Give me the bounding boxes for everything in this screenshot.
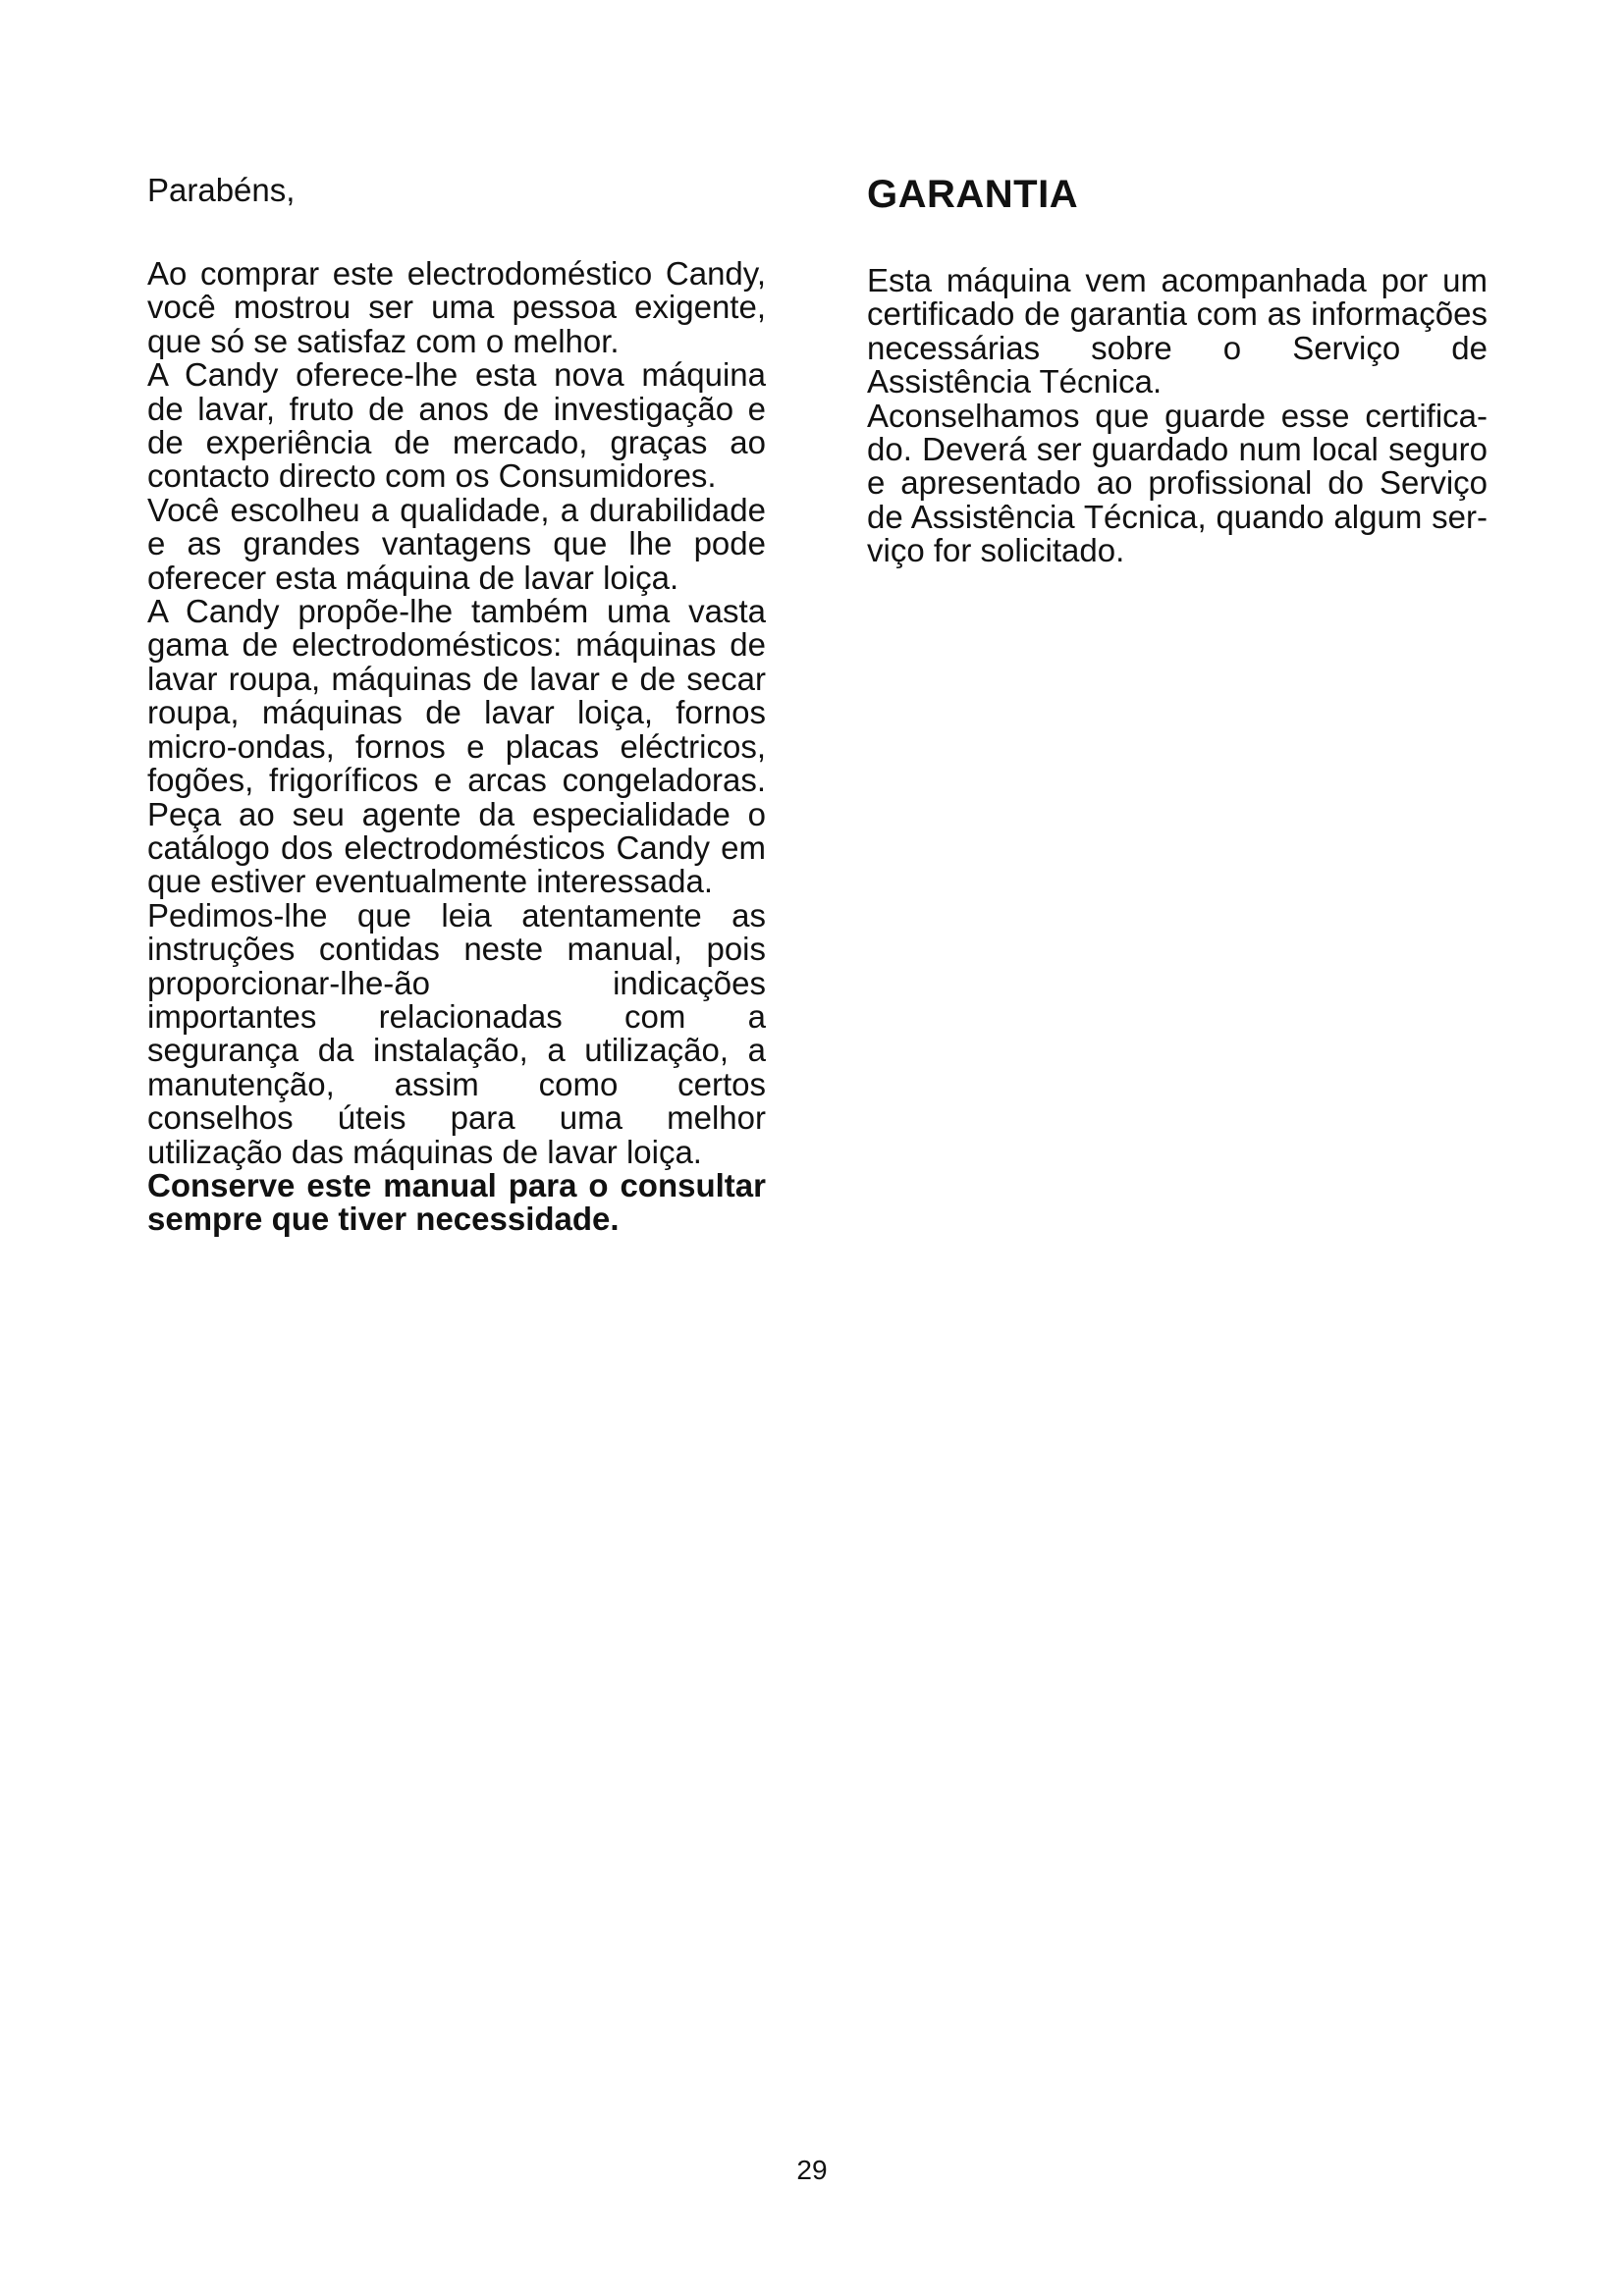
warranty-heading: GARANTIA [867,173,1079,216]
closing-note: Conserve este manual para o consultar sempre que tiver necessidade. [147,1166,766,1238]
intro-paragraph: A Candy propõe-lhe também uma vasta gama de electrodomésticos: máquinas de lavar roupa, máquinas de lavar e de secar roupa, máquinas de lavar loiça, fornos micro-ondas, fornos e placas eléctricos, fogões, frigoríficos e arcas congeladoras. Peça ao seu agente da especialidade o catálogo dos electrodomésticos Candy em que estiver eventualmente interessada. [147,593,766,900]
intro-paragraph: A Candy oferece-lhe esta nova máquina de lavar, fruto de anos de investigação e de experiência de mercado, graças ao contacto directo com os Consumidores. [147,356,766,495]
greeting: Parabéns, [147,172,296,208]
intro-paragraph: Você escolheu a qualidade, a durabilidade e as grandes vantagens que lhe pode oferecer esta máquina de lavar loiça. [147,491,766,596]
warranty-paragraph: Aconselhamos que guarde esse certifica-do. Deverá ser guardado num local seguro e apresentado ao profissional do Serviço de Assistência Técnica, quando algum ser-viço for solicitado. [867,397,1488,569]
intro-paragraph: Ao comprar este electrodoméstico Candy, você mostrou ser uma pessoa exigente, que só se satisfaz com o melhor. [147,255,766,359]
intro-paragraph: Pedimos-lhe que leia atentamente as instruções contidas neste manual, pois proporcionar-lhe-ão indicações importantes relacionadas com a segurança da instalação, a utilização, a manutenção, assim como certos conselhos úteis para uma melhor utilização das máquinas de lavar loiça. [147,896,766,1170]
warranty-paragraph: Esta máquina vem acompanhada por um certificado de garantia com as informações necessárias sobre o Serviço de Assistência Técnica. [867,262,1488,400]
page-number: 29 [796,2155,828,2185]
warranty-column [867,173,1488,568]
intro-column [147,173,766,1237]
